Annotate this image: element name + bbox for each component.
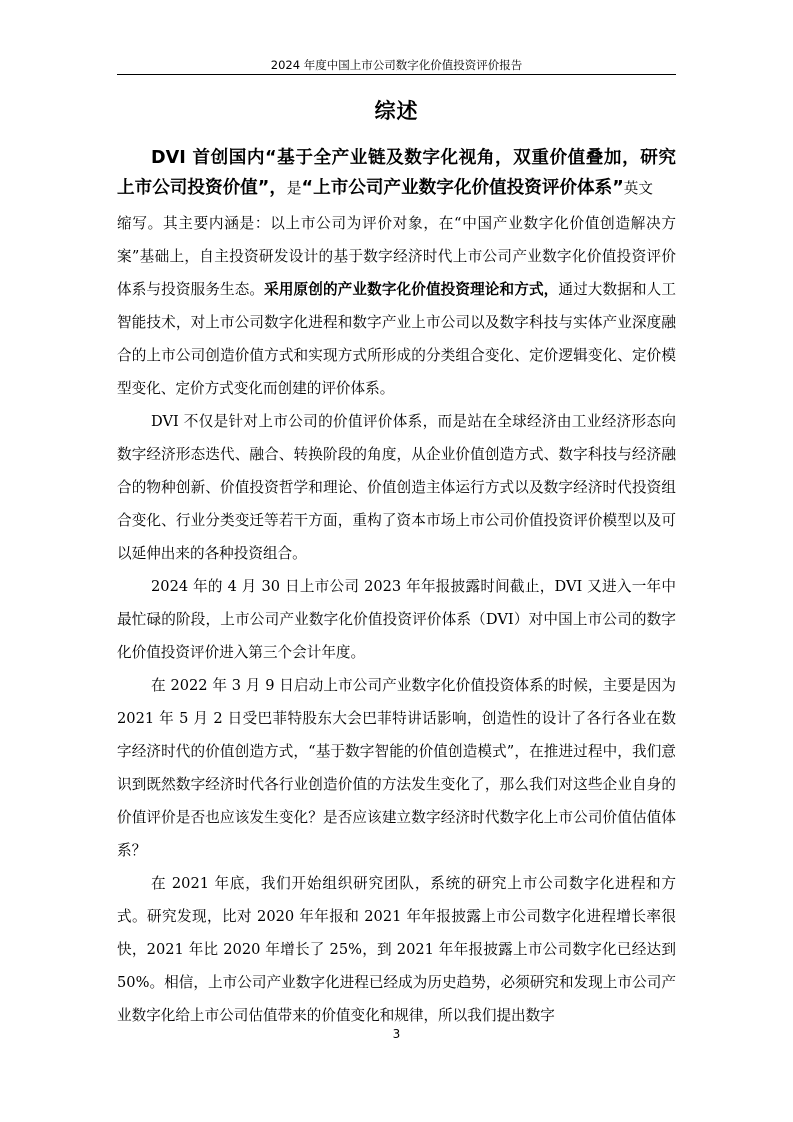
intro-continuation (117, 207, 676, 405)
paragraph: 在 2022 年 3 月 9 日启动上市公司产业数字化价值投资体系的时候，主要是因为 2021 年 5 月 2 日受巴菲特股东大会巴菲特讲话影响，创造性的设计了各行各业在数字经济时代的价值创造方式，“基于数字智能的价值创造模式”，在推进过程中，我们意识到既然数字经济时代各行业创造价值的方法发生变化了，那么我们对这些企业自身的价值评价是否也应该发生变化？是否应该建立数字经济时代数字化上市公司价值估值体系？ (117, 677, 676, 859)
intro-normal-1: 是 (286, 180, 302, 197)
body-content (117, 143, 676, 1032)
paragraph: 2024 年的 4 月 30 日上市公司 2023 年年报披露时间截止，DVI 又进入一年中最忙碌的阶段，上市公司产业数字化价值投资评价体系（DVI）对中国上市公司的数字化价值投资评价进入第三个会计年度。 (117, 578, 676, 661)
page-header: 2024 年度中国上市公司数字化价值投资评价报告 (270, 58, 523, 72)
page-number: 3 (392, 1027, 401, 1041)
header-rule (117, 74, 676, 75)
section-title: 综述 (374, 99, 419, 123)
intro-normal-2: 英文 (623, 180, 653, 197)
intro-bold-1: DVI 首创国内“基于全产业链及数字化视角，双重价值叠加，研究上市公司投资价值”， (117, 148, 676, 198)
intro-lead (117, 143, 676, 204)
intro-cont-bold: 采用原创的产业数字化价值投资理论和方式， (264, 281, 559, 298)
paragraph: 在 2021 年底，我们开始组织研究团队，系统的研究上市公司数字化进程和方式。研究发现，比对 2020 年年报和 2021 年年报披露上市公司数字化进程增长率很快，2021 年比 2020 年增长了 25%，到 2021 年年报披露上市公司数字化已经达到 50%。相信，上市公司产业数字化进程已经成为历史趋势，必须研究和发现上市公司产业数字化给上市公司估值带来的价值变化和规律，所以我们提出数字 (117, 875, 676, 1024)
intro-cont-text-2: 通过大数据和人工智能技术，对上市公司数字化进程和数字产业上市公司以及数字科技与实体产业深度融合的上市公司创造价值方式和实现方式所形成的分类组合变化、定价逻辑变化、定价模型变化、定价方式变化而创建的评价体系。 (117, 281, 676, 397)
paragraph: DVI 不仅是针对上市公司的价值评价体系，而是站在全球经济由工业经济形态向数字经济形态迭代、融合、转换阶段的角度，从企业价值创造方式、数字科技与经济融合的物种创新、价值投资哲学和理论、价值创造主体运行方式以及数字经济时代投资组合变化、行业分类变迁等若干方面，重构了资本市场上市公司价值投资评价模型以及可以延伸出来的各种投资组合。 (117, 413, 676, 562)
intro-cont-text: 缩写。其主要内涵是：以上市公司为评价对象，在“中国产业数字化价值创造解决方案”基础上，自主投资研发设计的基于数字经济时代上市公司产业数字化价值投资评价体系与投资服务生态。 (117, 215, 676, 298)
intro-bold-2: “上市公司产业数字化价值投资评价体系” (301, 178, 624, 198)
